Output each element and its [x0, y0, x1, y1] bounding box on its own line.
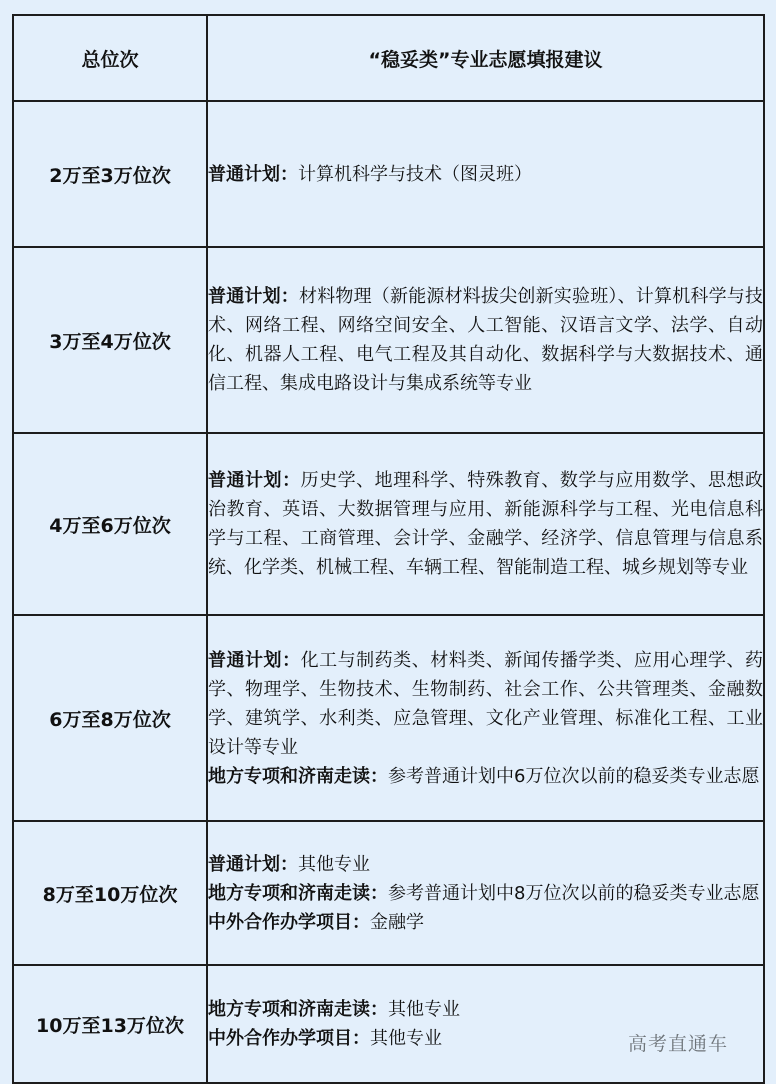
advice-text: 其他专业 — [370, 1028, 442, 1049]
advice-text: 金融学 — [370, 911, 424, 933]
advice-label: 普通计划： — [208, 163, 298, 185]
advice-cell — [207, 101, 764, 247]
advice-item — [208, 908, 763, 937]
admission-advice-table — [12, 14, 765, 1084]
advice-item — [208, 160, 763, 189]
table-row — [13, 965, 764, 1083]
advice-cell — [207, 615, 764, 821]
rank-range: 6万至8万位次 — [13, 615, 207, 821]
advice-item — [208, 282, 763, 398]
advice-label: 普通计划： — [208, 470, 301, 491]
advice-label: 地方专项和济南走读： — [208, 882, 388, 904]
advice-label: 中外合作办学项目： — [208, 911, 370, 933]
advice-cell — [207, 965, 764, 1083]
table-row — [13, 247, 764, 433]
advice-item — [208, 646, 763, 762]
advice-cell — [207, 821, 764, 965]
advice-cell — [207, 247, 764, 433]
table-header-row — [13, 15, 764, 101]
advice-label: 地方专项和济南走读： — [208, 765, 388, 787]
advice-text: 参考普通计划中8万位次以前的稳妥类专业志愿 — [388, 882, 760, 904]
advice-label: 地方专项和济南走读： — [208, 999, 388, 1020]
advice-text: 历史学、地理科学、特殊教育、数学与应用数学、思想政治教育、英语、大数据管理与应用、新能源科学与工程、光电信息科学与工程、工商管理、会计学、金融学、经济学、信息管理与信息系统、化学类、机械工程、车辆工程、智能制造工程、城乡规划等专业 — [208, 470, 764, 578]
advice-label: 普通计划： — [208, 286, 299, 307]
advice-text: 材料物理（新能源材料拔尖创新实验班）、计算机科学与技术、网络工程、网络空间安全、人工智能、汉语言文学、法学、自动化、机器人工程、电气工程及其自动化、数据科学与大数据技术、通信工程、集成电路设计与集成系统等专业 — [208, 286, 763, 394]
watermark: 高考直通车 — [628, 1033, 729, 1055]
rank-column-header: 总位次 — [13, 15, 207, 101]
table-row — [13, 433, 764, 615]
table-row — [13, 615, 764, 821]
advice-item — [208, 879, 763, 908]
advice-text: 参考普通计划中6万位次以前的稳妥类专业志愿 — [388, 765, 760, 787]
advice-text: 其他专业 — [388, 999, 460, 1020]
rank-range: 8万至10万位次 — [13, 821, 207, 965]
rank-range: 10万至13万位次 — [13, 965, 207, 1083]
advice-cell — [207, 433, 764, 615]
table-row — [13, 101, 764, 247]
advice-label: 普通计划： — [208, 853, 298, 875]
advice-item — [208, 850, 763, 879]
advice-text: 化工与制药类、材料类、新闻传播学类、应用心理学、药学、物理学、生物技术、生物制药、社会工作、公共管理类、金融数学、建筑学、水利类、应急管理、文化产业管理、标准化工程、工业设计等专业 — [208, 649, 764, 758]
advice-text: 计算机科学与技术（图灵班） — [298, 163, 532, 185]
advice-item — [208, 995, 763, 1024]
advice-item — [208, 762, 763, 791]
table-row — [13, 821, 764, 965]
advice-label: 普通计划： — [208, 649, 301, 671]
rank-range: 2万至3万位次 — [13, 101, 207, 247]
rank-range: 3万至4万位次 — [13, 247, 207, 433]
rank-range: 4万至6万位次 — [13, 433, 207, 615]
advice-item — [208, 466, 763, 582]
advice-text: 其他专业 — [298, 853, 370, 875]
advice-label: 中外合作办学项目： — [208, 1028, 370, 1049]
advice-column-header: “稳妥类”专业志愿填报建议 — [207, 15, 764, 101]
